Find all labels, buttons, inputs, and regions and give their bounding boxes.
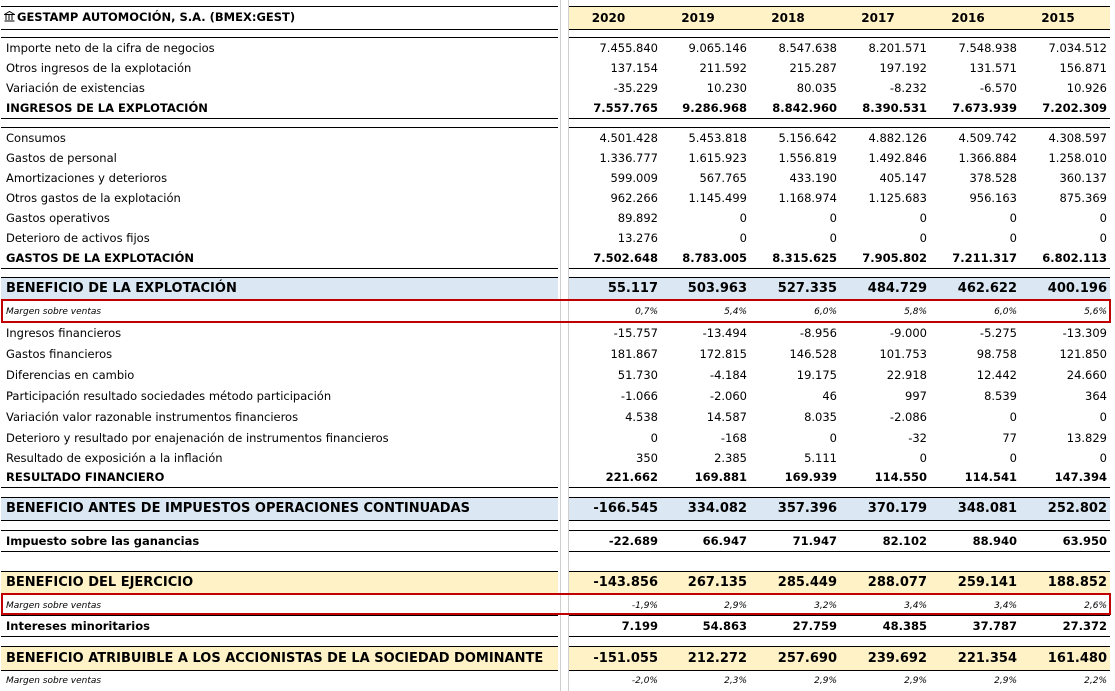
cell-deterioro-y-resultado-por-enajenacion-de-instrumentos-financieros-2015: 13.829	[1066, 431, 1107, 445]
cell-gastos-de-la-explotacion-2019: 8.783.005	[682, 251, 747, 265]
year-header-2018: 2018	[771, 11, 805, 25]
row-label-otros-gastos-de-la-explotacion: Otros gastos de la explotación	[6, 191, 181, 205]
cell-beneficio-atribuible-a-los-accionistas-de-la-sociedad-dominante-2015: 161.480	[1047, 651, 1107, 666]
cell-importe-neto-de-la-cifra-de-negocios-2015: 7.034.512	[1048, 41, 1107, 55]
cell-variacion-de-existencias-2018: 80.035	[796, 81, 837, 95]
cell-ingresos-de-la-explotacion-2015: 7.202.309	[1042, 101, 1107, 115]
header-rule	[1, 29, 558, 30]
cell-intereses-minoritarios-2016: 37.787	[972, 619, 1017, 633]
section-rule	[1, 530, 558, 531]
row-label-margen-sobre-ventas: Margen sobre ventas	[6, 676, 102, 686]
cell-ingresos-financieros-2020: -15.757	[613, 326, 658, 340]
cell-margen-sobre-ventas-2017: 5,8%	[904, 307, 927, 317]
cell-beneficio-antes-de-impuestos-operaciones-continuadas-2020: -166.545	[593, 501, 658, 516]
cell-importe-neto-de-la-cifra-de-negocios-2018: 8.547.638	[778, 41, 837, 55]
cell-ingresos-de-la-explotacion-2016: 7.673.939	[952, 101, 1017, 115]
cell-deterioro-de-activos-fijos-2019: 0	[739, 231, 747, 245]
cell-importe-neto-de-la-cifra-de-negocios-2017: 8.201.571	[868, 41, 927, 55]
company-name: GESTAMP AUTOMOCIÓN, S.A. (BMEX:GEST)	[17, 10, 296, 24]
row-rule	[569, 520, 1110, 521]
cell-variacion-valor-razonable-instrumentos-financieros-2016: 0	[1009, 410, 1017, 424]
cell-participacion-resultado-sociedades-metodo-participacion-2016: 8.539	[984, 389, 1017, 403]
cell-otros-gastos-de-la-explotacion-2019: 1.145.499	[688, 191, 747, 205]
cell-amortizaciones-y-deterioros-2017: 405.147	[879, 171, 927, 185]
row-label-gastos-de-la-explotacion: GASTOS DE LA EXPLOTACIÓN	[6, 251, 194, 265]
row-rule	[569, 636, 1110, 637]
cell-variacion-valor-razonable-instrumentos-financieros-2019: 14.587	[706, 410, 747, 424]
cell-otros-gastos-de-la-explotacion-2017: 1.125.683	[868, 191, 927, 205]
cell-resultado-de-exposicion-a-la-inflacion-2018: 5.111	[804, 451, 837, 465]
cell-gastos-financieros-2015: 121.850	[1059, 347, 1107, 361]
header-rule	[569, 29, 1110, 30]
cell-ingresos-financieros-2017: -9.000	[889, 326, 927, 340]
cell-participacion-resultado-sociedades-metodo-participacion-2019: -2.060	[709, 389, 747, 403]
cell-beneficio-de-la-explotacion-2016: 462.622	[957, 281, 1017, 296]
cell-resultado-financiero-2016: 114.541	[964, 470, 1017, 484]
cell-gastos-financieros-2019: 172.815	[699, 347, 747, 361]
row-label-beneficio-antes-de-impuestos-operaciones-continuadas: BENEFICIO ANTES DE IMPUESTOS OPERACIONES CONTINUADAS	[6, 501, 471, 516]
row-label-intereses-minoritarios: Intereses minoritarios	[6, 619, 150, 633]
cell-otros-ingresos-de-la-explotacion-2019: 211.592	[699, 61, 747, 75]
cell-deterioro-y-resultado-por-enajenacion-de-instrumentos-financieros-2020: 0	[650, 431, 658, 445]
cell-resultado-financiero-2015: 147.394	[1054, 470, 1107, 484]
cell-margen-sobre-ventas-2016: 3,4%	[994, 601, 1017, 611]
row-label-variacion-de-existencias: Variación de existencias	[6, 81, 145, 95]
cell-beneficio-de-la-explotacion-2018: 527.335	[777, 281, 837, 296]
cell-margen-sobre-ventas-2017: 2,9%	[904, 676, 927, 686]
cell-intereses-minoritarios-2015: 27.372	[1062, 619, 1107, 633]
row-label-gastos-de-personal: Gastos de personal	[6, 151, 117, 165]
column-separator	[560, 0, 561, 691]
cell-importe-neto-de-la-cifra-de-negocios-2020: 7.455.840	[599, 41, 658, 55]
cell-beneficio-del-ejercicio-2015: 188.852	[1047, 575, 1107, 590]
cell-beneficio-de-la-explotacion-2019: 503.963	[687, 281, 747, 296]
cell-otros-ingresos-de-la-explotacion-2016: 131.571	[969, 61, 1017, 75]
cell-participacion-resultado-sociedades-metodo-participacion-2015: 364	[1085, 389, 1107, 403]
cell-consumos-2020: 4.501.428	[599, 131, 658, 145]
cell-intereses-minoritarios-2018: 27.759	[792, 619, 837, 633]
cell-consumos-2019: 5.453.818	[688, 131, 747, 145]
cell-importe-neto-de-la-cifra-de-negocios-2019: 9.065.146	[688, 41, 747, 55]
cell-margen-sobre-ventas-2020: -1,9%	[631, 601, 658, 611]
section-rule	[569, 615, 1110, 616]
cell-beneficio-de-la-explotacion-2015: 400.196	[1047, 281, 1107, 296]
cell-intereses-minoritarios-2019: 54.863	[702, 619, 747, 633]
cell-margen-sobre-ventas-2017: 3,4%	[904, 601, 927, 611]
row-label-beneficio-de-la-explotacion: BENEFICIO DE LA EXPLOTACIÓN	[6, 281, 237, 296]
row-label-otros-ingresos-de-la-explotacion: Otros ingresos de la explotación	[6, 61, 192, 75]
row-label-margen-sobre-ventas: Margen sobre ventas	[6, 307, 102, 317]
row-rule	[569, 551, 1110, 552]
row-label-gastos-financieros: Gastos financieros	[6, 347, 113, 361]
year-header-2019: 2019	[681, 11, 715, 25]
cell-variacion-de-existencias-2016: -6.570	[979, 81, 1017, 95]
cell-beneficio-de-la-explotacion-2017: 484.729	[867, 281, 927, 296]
year-header-2015: 2015	[1041, 11, 1075, 25]
section-rule	[1, 127, 558, 128]
cell-otros-gastos-de-la-explotacion-2016: 956.163	[969, 191, 1017, 205]
cell-resultado-financiero-2017: 114.550	[874, 470, 927, 484]
row-rule	[569, 118, 1110, 119]
cell-resultado-de-exposicion-a-la-inflacion-2015: 0	[1099, 451, 1107, 465]
highlight-box	[1, 593, 1111, 615]
cell-otros-ingresos-de-la-explotacion-2020: 137.154	[610, 61, 658, 75]
cell-beneficio-antes-de-impuestos-operaciones-continuadas-2015: 252.802	[1047, 501, 1107, 516]
cell-margen-sobre-ventas-2019: 2,9%	[724, 601, 747, 611]
cell-margen-sobre-ventas-2015: 2,2%	[1084, 676, 1107, 686]
cell-impuesto-sobre-las-ganancias-2019: 66.947	[702, 534, 747, 548]
cell-ingresos-de-la-explotacion-2019: 9.286.968	[682, 101, 747, 115]
row-rule	[1, 551, 558, 552]
section-rule	[569, 127, 1110, 128]
cell-gastos-de-la-explotacion-2017: 7.905.802	[862, 251, 927, 265]
company-header	[4, 10, 295, 24]
cell-beneficio-antes-de-impuestos-operaciones-continuadas-2018: 357.396	[777, 501, 837, 516]
cell-participacion-resultado-sociedades-metodo-participacion-2020: -1.066	[620, 389, 658, 403]
cell-variacion-valor-razonable-instrumentos-financieros-2017: -2.086	[889, 410, 927, 424]
cell-deterioro-de-activos-fijos-2016: 0	[1009, 231, 1017, 245]
cell-gastos-financieros-2016: 98.758	[976, 347, 1017, 361]
cell-diferencias-en-cambio-2015: 24.660	[1066, 368, 1107, 382]
section-rule	[1, 615, 558, 616]
cell-beneficio-antes-de-impuestos-operaciones-continuadas-2016: 348.081	[957, 501, 1017, 516]
cell-amortizaciones-y-deterioros-2015: 360.137	[1059, 171, 1107, 185]
row-rule	[1, 636, 558, 637]
row-label-impuesto-sobre-las-ganancias: Impuesto sobre las ganancias	[6, 534, 200, 548]
row-rule	[1, 268, 558, 269]
cell-gastos-financieros-2018: 146.528	[789, 347, 837, 361]
cell-resultado-de-exposicion-a-la-inflacion-2017: 0	[919, 451, 927, 465]
row-label-importe-neto-de-la-cifra-de-negocios: Importe neto de la cifra de negocios	[6, 41, 215, 55]
section-rule	[1, 37, 558, 38]
bank-icon	[4, 11, 15, 22]
cell-consumos-2018: 5.156.642	[778, 131, 837, 145]
cell-gastos-operativos-2020: 89.892	[617, 211, 658, 225]
cell-gastos-de-personal-2015: 1.258.010	[1048, 151, 1107, 165]
cell-beneficio-atribuible-a-los-accionistas-de-la-sociedad-dominante-2018: 257.690	[777, 651, 837, 666]
year-header-2017: 2017	[861, 11, 895, 25]
cell-deterioro-y-resultado-por-enajenacion-de-instrumentos-financieros-2017: -32	[908, 431, 927, 445]
cell-amortizaciones-y-deterioros-2019: 567.765	[699, 171, 747, 185]
cell-gastos-de-personal-2016: 1.366.884	[958, 151, 1017, 165]
cell-deterioro-de-activos-fijos-2017: 0	[919, 231, 927, 245]
cell-beneficio-del-ejercicio-2017: 288.077	[867, 575, 927, 590]
cell-gastos-de-la-explotacion-2020: 7.502.648	[593, 251, 658, 265]
cell-gastos-operativos-2018: 0	[829, 211, 837, 225]
cell-variacion-de-existencias-2020: -35.229	[613, 81, 658, 95]
row-label-beneficio-atribuible-a-los-accionistas-de-la-sociedad-dominante: BENEFICIO ATRIBUIBLE A LOS ACCIONISTAS DE LA SOCIEDAD DOMINANTE	[6, 651, 544, 666]
cell-beneficio-atribuible-a-los-accionistas-de-la-sociedad-dominante-2019: 212.272	[687, 651, 747, 666]
cell-impuesto-sobre-las-ganancias-2018: 71.947	[792, 534, 837, 548]
cell-deterioro-de-activos-fijos-2015: 0	[1099, 231, 1107, 245]
cell-consumos-2016: 4.509.742	[958, 131, 1017, 145]
row-rule	[569, 487, 1110, 488]
cell-intereses-minoritarios-2017: 48.385	[882, 619, 927, 633]
cell-otros-ingresos-de-la-explotacion-2015: 156.871	[1059, 61, 1107, 75]
cell-margen-sobre-ventas-2020: -2,0%	[631, 676, 658, 686]
cell-resultado-financiero-2020: 221.662	[605, 470, 658, 484]
cell-beneficio-de-la-explotacion-2020: 55.117	[607, 281, 658, 296]
cell-variacion-valor-razonable-instrumentos-financieros-2015: 0	[1099, 410, 1107, 424]
cell-margen-sobre-ventas-2020: 0,7%	[635, 307, 658, 317]
cell-impuesto-sobre-las-ganancias-2020: -22.689	[608, 534, 658, 548]
header-top-rule	[569, 6, 1110, 7]
cell-margen-sobre-ventas-2018: 3,2%	[814, 601, 837, 611]
cell-margen-sobre-ventas-2019: 5,4%	[724, 307, 747, 317]
cell-margen-sobre-ventas-2018: 2,9%	[814, 676, 837, 686]
cell-amortizaciones-y-deterioros-2018: 433.190	[789, 171, 837, 185]
section-rule	[569, 530, 1110, 531]
cell-gastos-de-personal-2017: 1.492.846	[868, 151, 927, 165]
cell-beneficio-antes-de-impuestos-operaciones-continuadas-2019: 334.082	[687, 501, 747, 516]
cell-diferencias-en-cambio-2017: 22.918	[886, 368, 927, 382]
cell-variacion-de-existencias-2015: 10.926	[1066, 81, 1107, 95]
cell-gastos-financieros-2020: 181.867	[610, 347, 658, 361]
cell-beneficio-atribuible-a-los-accionistas-de-la-sociedad-dominante-2017: 239.692	[867, 651, 927, 666]
cell-importe-neto-de-la-cifra-de-negocios-2016: 7.548.938	[958, 41, 1017, 55]
cell-otros-gastos-de-la-explotacion-2018: 1.168.974	[778, 191, 837, 205]
cell-diferencias-en-cambio-2018: 19.175	[796, 368, 837, 382]
cell-ingresos-de-la-explotacion-2017: 8.390.531	[862, 101, 927, 115]
cell-variacion-de-existencias-2019: 10.230	[706, 81, 747, 95]
cell-otros-gastos-de-la-explotacion-2020: 962.266	[610, 191, 658, 205]
row-label-variacion-valor-razonable-instrumentos-financieros: Variación valor razonable instrumentos financieros	[6, 410, 299, 424]
cell-consumos-2015: 4.308.597	[1048, 131, 1107, 145]
cell-beneficio-del-ejercicio-2018: 285.449	[777, 575, 837, 590]
row-rule	[1, 118, 558, 119]
cell-ingresos-financieros-2015: -13.309	[1062, 326, 1107, 340]
cell-gastos-operativos-2017: 0	[919, 211, 927, 225]
row-label-margen-sobre-ventas: Margen sobre ventas	[6, 601, 102, 611]
year-header-2020: 2020	[591, 11, 626, 25]
cell-ingresos-financieros-2016: -5.275	[979, 326, 1017, 340]
cell-gastos-de-la-explotacion-2018: 8.315.625	[772, 251, 837, 265]
cell-margen-sobre-ventas-2015: 2,6%	[1084, 601, 1107, 611]
cell-margen-sobre-ventas-2016: 2,9%	[994, 676, 1017, 686]
cell-variacion-de-existencias-2017: -8.232	[889, 81, 927, 95]
row-rule	[1, 520, 558, 521]
row-rule	[569, 670, 1110, 671]
cell-variacion-valor-razonable-instrumentos-financieros-2020: 4.538	[625, 410, 658, 424]
cell-gastos-operativos-2016: 0	[1009, 211, 1017, 225]
cell-variacion-valor-razonable-instrumentos-financieros-2018: 8.035	[804, 410, 837, 424]
cell-deterioro-y-resultado-por-enajenacion-de-instrumentos-financieros-2018: 0	[829, 431, 837, 445]
cell-beneficio-del-ejercicio-2020: -143.856	[593, 575, 658, 590]
cell-beneficio-del-ejercicio-2016: 259.141	[957, 575, 1017, 590]
cell-otros-gastos-de-la-explotacion-2015: 875.369	[1059, 191, 1107, 205]
cell-resultado-de-exposicion-a-la-inflacion-2019: 2.385	[714, 451, 747, 465]
cell-gastos-de-personal-2019: 1.615.923	[688, 151, 747, 165]
cell-beneficio-atribuible-a-los-accionistas-de-la-sociedad-dominante-2020: -151.055	[593, 651, 658, 666]
cell-diferencias-en-cambio-2020: 51.730	[617, 368, 658, 382]
cell-gastos-financieros-2017: 101.753	[879, 347, 927, 361]
cell-gastos-operativos-2015: 0	[1099, 211, 1107, 225]
cell-impuesto-sobre-las-ganancias-2016: 88.940	[972, 534, 1017, 548]
row-label-ingresos-de-la-explotacion: INGRESOS DE LA EXPLOTACIÓN	[6, 101, 208, 115]
row-label-participacion-resultado-sociedades-metodo-participacion: Participación resultado sociedades método participación	[6, 389, 332, 403]
row-label-ingresos-financieros: Ingresos financieros	[6, 326, 122, 340]
row-rule	[1, 487, 558, 488]
cell-consumos-2017: 4.882.126	[868, 131, 927, 145]
cell-margen-sobre-ventas-2016: 6,0%	[994, 307, 1017, 317]
cell-gastos-de-personal-2020: 1.336.777	[599, 151, 658, 165]
cell-impuesto-sobre-las-ganancias-2017: 82.102	[882, 534, 927, 548]
cell-beneficio-atribuible-a-los-accionistas-de-la-sociedad-dominante-2016: 221.354	[957, 651, 1017, 666]
cell-participacion-resultado-sociedades-metodo-participacion-2018: 46	[822, 389, 837, 403]
cell-deterioro-de-activos-fijos-2020: 13.276	[617, 231, 658, 245]
header-top-rule	[1, 6, 558, 7]
row-label-beneficio-del-ejercicio: BENEFICIO DEL EJERCICIO	[6, 575, 194, 590]
cell-ingresos-de-la-explotacion-2020: 7.557.765	[593, 101, 658, 115]
cell-diferencias-en-cambio-2016: 12.442	[976, 368, 1017, 382]
cell-margen-sobre-ventas-2018: 6,0%	[814, 307, 837, 317]
cell-margen-sobre-ventas-2019: 2,3%	[724, 676, 747, 686]
row-label-diferencias-en-cambio: Diferencias en cambio	[6, 368, 135, 382]
cell-diferencias-en-cambio-2019: -4.184	[709, 368, 747, 382]
row-label-gastos-operativos: Gastos operativos	[6, 211, 110, 225]
cell-participacion-resultado-sociedades-metodo-participacion-2017: 997	[905, 389, 927, 403]
row-rule	[569, 268, 1110, 269]
cell-deterioro-y-resultado-por-enajenacion-de-instrumentos-financieros-2019: -168	[720, 431, 747, 445]
cell-gastos-operativos-2019: 0	[739, 211, 747, 225]
cell-impuesto-sobre-las-ganancias-2015: 63.950	[1062, 534, 1107, 548]
row-label-amortizaciones-y-deterioros: Amortizaciones y deterioros	[6, 171, 168, 185]
cell-otros-ingresos-de-la-explotacion-2018: 215.287	[789, 61, 837, 75]
cell-amortizaciones-y-deterioros-2020: 599.009	[610, 171, 658, 185]
cell-margen-sobre-ventas-2015: 5,6%	[1084, 307, 1107, 317]
cell-intereses-minoritarios-2020: 7.199	[621, 619, 658, 633]
cell-otros-ingresos-de-la-explotacion-2017: 197.192	[879, 61, 927, 75]
cell-resultado-de-exposicion-a-la-inflacion-2020: 350	[636, 451, 658, 465]
cell-gastos-de-la-explotacion-2016: 7.211.317	[952, 251, 1017, 265]
cell-gastos-de-personal-2018: 1.556.819	[778, 151, 837, 165]
cell-deterioro-de-activos-fijos-2018: 0	[829, 231, 837, 245]
cell-beneficio-antes-de-impuestos-operaciones-continuadas-2017: 370.179	[867, 501, 927, 516]
row-label-consumos: Consumos	[6, 131, 66, 145]
cell-resultado-de-exposicion-a-la-inflacion-2016: 0	[1009, 451, 1017, 465]
year-header-2016: 2016	[951, 11, 985, 25]
cell-ingresos-de-la-explotacion-2018: 8.842.960	[772, 101, 837, 115]
cell-ingresos-financieros-2019: -13.494	[702, 326, 747, 340]
cell-deterioro-y-resultado-por-enajenacion-de-instrumentos-financieros-2016: 77	[1002, 431, 1017, 445]
cell-resultado-financiero-2018: 169.939	[784, 470, 837, 484]
row-label-deterioro-de-activos-fijos: Deterioro de activos fijos	[6, 231, 150, 245]
section-rule	[569, 37, 1110, 38]
highlight-box	[1, 299, 1111, 323]
row-label-resultado-financiero: RESULTADO FINANCIERO	[6, 470, 165, 484]
row-label-resultado-de-exposicion-a-la-inflacion: Resultado de exposición a la inflación	[6, 451, 223, 465]
cell-amortizaciones-y-deterioros-2016: 378.528	[969, 171, 1017, 185]
cell-resultado-financiero-2019: 169.881	[694, 470, 747, 484]
row-label-deterioro-y-resultado-por-enajenacion-de-instrumentos-financieros: Deterioro y resultado por enajenación de instrumentos financieros	[6, 431, 389, 445]
cell-ingresos-financieros-2018: -8.956	[799, 326, 837, 340]
row-rule	[1, 670, 558, 671]
cell-gastos-de-la-explotacion-2015: 6.802.113	[1042, 251, 1107, 265]
cell-beneficio-del-ejercicio-2019: 267.135	[687, 575, 747, 590]
